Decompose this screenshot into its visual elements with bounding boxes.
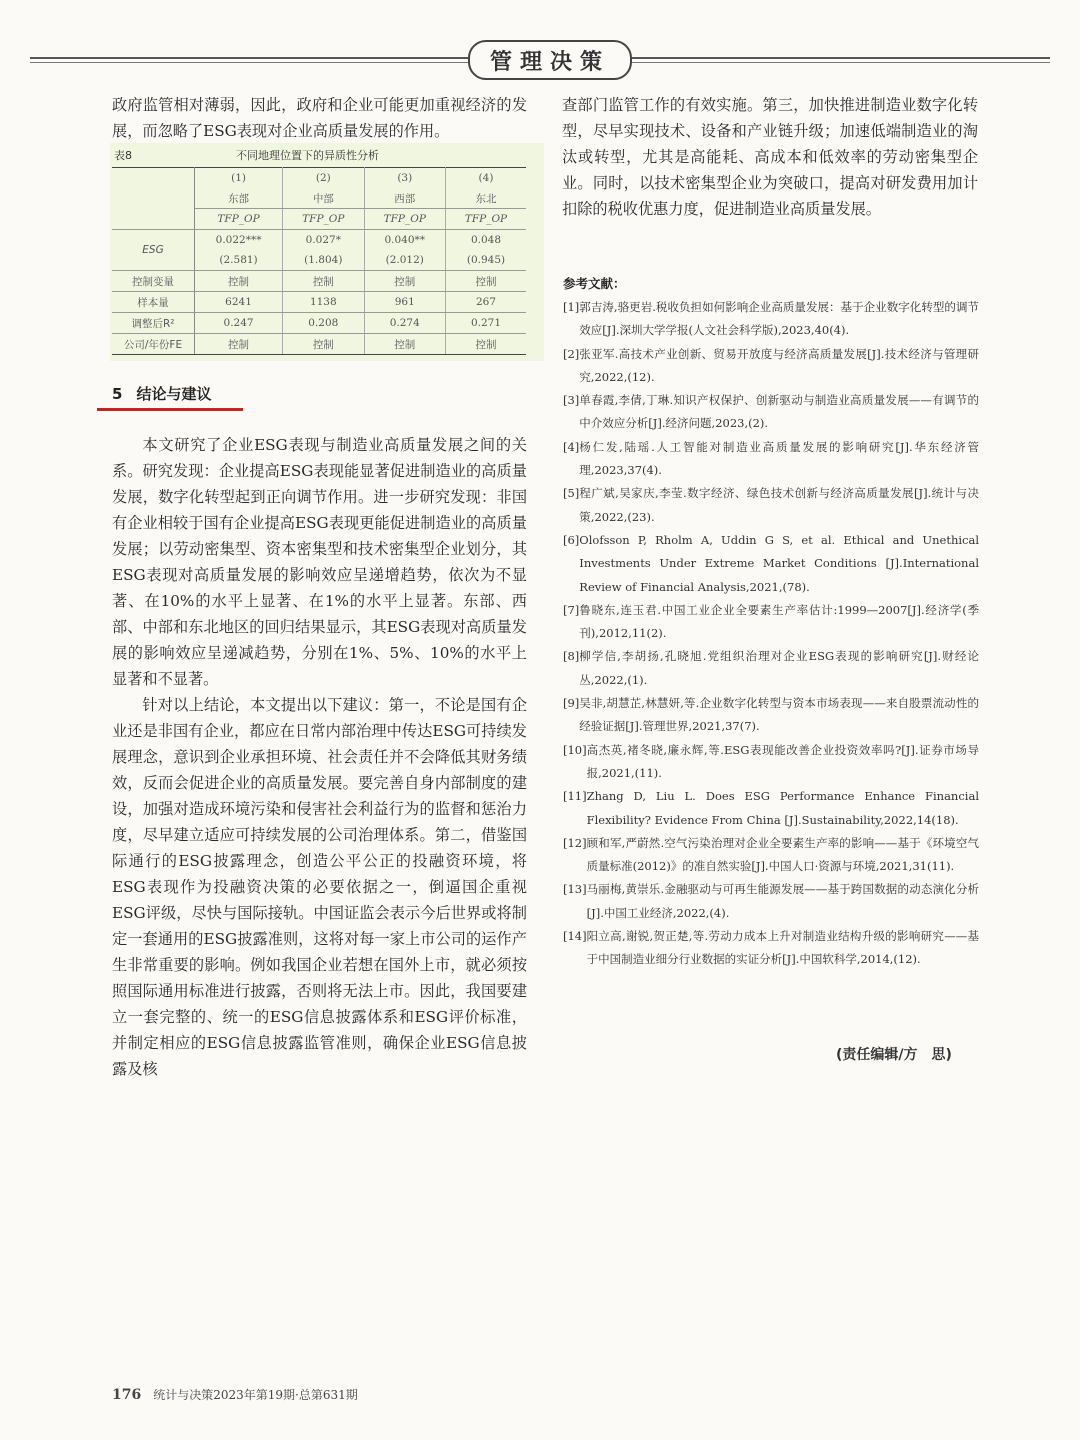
reference-text: 郭吉涛,骆更岩.税收负担如何影响企业高质量发展：基于企业数字化转型的调节效应[J].深圳大学学报(人文社会科学版),2023,40(4). — [579, 300, 979, 338]
cell-coef: 0.027* — [283, 230, 364, 251]
reference-item — [563, 482, 979, 529]
reference-item — [563, 739, 979, 786]
cell-r2: 0.274 — [364, 313, 445, 334]
reference-text: 鲁晓东,连玉君.中国工业企业全要素生产率估计:1999—2007[J].经济学(季刊),2012,11(2). — [579, 602, 979, 641]
right-intro-block — [562, 92, 978, 222]
cell-fe: 控制 — [195, 334, 283, 355]
reference-item — [563, 692, 979, 739]
table-label: 表8 — [114, 149, 132, 162]
col-region: 东北 — [445, 188, 526, 209]
reference-item — [563, 832, 979, 879]
reference-number: [11] — [563, 789, 587, 804]
cell-n: 267 — [445, 292, 526, 313]
header-rule-right — [628, 57, 1050, 59]
section-title: 结论与建议 — [136, 385, 212, 403]
cell-tstat: (1.804) — [283, 250, 364, 271]
cell-r2: 0.247 — [195, 313, 283, 334]
section-number: 5 — [112, 385, 123, 403]
reference-item — [563, 296, 979, 343]
cell-coef: 0.022*** — [195, 230, 283, 251]
col-num: (2) — [283, 168, 364, 189]
col-num: (3) — [364, 168, 445, 189]
header-rule-left-thin — [30, 62, 468, 63]
section-heading — [112, 383, 211, 404]
reference-number: [2] — [563, 346, 580, 361]
reference-text: 阳立高,谢锐,贺正楚,等.劳动力成本上升对制造业结构升级的影响研究——基于中国制造业细分行业数据的实证分析[J].中国软科学,2014,(12). — [586, 929, 979, 967]
cell-r2: 0.271 — [445, 313, 526, 334]
reference-number: [1] — [563, 300, 580, 314]
reference-number: [8] — [563, 649, 580, 664]
cell-fe: 控制 — [445, 334, 526, 355]
journal-info: 统计与决策2023年第19期·总第631期 — [153, 1388, 358, 1402]
cell-n: 961 — [364, 292, 445, 313]
reference-number: [3] — [563, 393, 580, 408]
section-badge: 管理决策 — [468, 40, 632, 80]
reference-text: 顾和军,严蔚然.空气污染治理对企业全要素生产率的影响——基于《环境空气质量标准(2012)》的准自然实验[J].中国人口·资源与环境,2021,31(11). — [586, 835, 979, 874]
conclusion-paragraph-2: 针对以上结论，本文提出以下建议：第一，不论是国有企业还是非国有企业，都应在日常内部治理中传达ESG可持续发展理念，意识到企业承担环境、社会责任并不会降低其财务绩效，反而会促进企业的高质量发展。要完善自身内部制度的建设，加强对造成环境污染和侵害社会利益行为的监督和惩治力度，尽早建立适应可持续发展的公司治理体系。第二，借鉴国际通行的ESG披露理念，创造公平公正的投融资环境，将ESG表现作为投融资决策的必要依据之一，倒逼国企重视ESG评级，尽快与国际接轨。中国证监会表示今后世界或将制定一套通用的ESG披露准则，这将对每一家上市公司的运作产生非常重要的影响。例如我国企业若想在国外上市，就必须按照国际通用标准进行披露，否则将无法上市。因此，我国要建立一套完整的、统一的ESG信息披露体系和ESG评价标准，并制定相应的ESG信息披露监管准则，确保企业ESG信息披露及核 — [112, 696, 527, 1078]
cell-n: 6241 — [195, 292, 283, 313]
row-label-r2: 调整后R² — [112, 313, 195, 334]
left-intro-block — [112, 92, 527, 144]
header-rule-left — [30, 57, 468, 59]
table-stub — [112, 168, 195, 209]
conclusion-body — [112, 432, 527, 1082]
cell-tstat: (0.945) — [445, 250, 526, 271]
references-list — [563, 296, 979, 972]
reference-number: [4] — [563, 439, 580, 454]
cell-control: 控制 — [445, 271, 526, 292]
reference-item — [563, 925, 979, 972]
col-region: 东部 — [195, 188, 283, 209]
row-label-control: 控制变量 — [112, 271, 195, 292]
col-dep: TFP_OP — [364, 209, 445, 230]
responsible-editor: (责任编辑/方 思) — [836, 1047, 952, 1063]
cell-fe: 控制 — [364, 334, 445, 355]
col-region: 中部 — [283, 188, 364, 209]
reference-number: [13] — [563, 882, 587, 897]
reference-number: [10] — [563, 742, 587, 757]
section-underline — [97, 408, 243, 411]
reference-number: [5] — [563, 486, 580, 501]
col-dep: TFP_OP — [445, 209, 526, 230]
row-label-esg: ESG — [112, 230, 195, 271]
cell-control: 控制 — [283, 271, 364, 292]
reference-text: 吴非,胡慧芷,林慧妍,等.企业数字化转型与资本市场表现——来自股票流动性的经验证据[J].管理世界,2021,37(7). — [579, 696, 979, 734]
cell-r2: 0.208 — [283, 313, 364, 334]
reference-number: [9] — [563, 696, 580, 711]
table-title: 不同地理位置下的异质性分析 — [236, 149, 379, 162]
row-label-n: 样本量 — [112, 292, 195, 313]
cell-coef: 0.040** — [364, 230, 445, 251]
cell-tstat: (2.581) — [195, 250, 283, 271]
cell-coef: 0.048 — [470, 234, 502, 246]
references-title: 参考文献： — [563, 276, 626, 291]
reference-item — [563, 599, 979, 646]
cell-n: 1138 — [283, 292, 364, 313]
left-intro-text: 政府监管相对薄弱，因此，政府和企业可能更加重视经济的发展，而忽略了ESG表现对企业高质量发展的作用。 — [112, 96, 527, 140]
reference-number: [12] — [563, 835, 587, 850]
reference-text: 柳学信,李胡扬,孔晓旭.党组织治理对企业ESG表现的影响研究[J].财经论丛,2022,(1). — [579, 649, 979, 687]
reference-number: [7] — [563, 602, 580, 617]
page-footer — [112, 1386, 358, 1403]
reference-number: [6] — [563, 532, 580, 547]
reference-item — [563, 785, 979, 832]
reference-number: [14] — [563, 929, 587, 944]
cell-control: 控制 — [364, 271, 445, 292]
dep-stub — [112, 209, 195, 230]
col-num: (1) — [195, 168, 283, 189]
reference-item — [563, 343, 979, 390]
page-number: 176 — [112, 1387, 142, 1403]
reference-text: Zhang D, Liu L. Does ESG Performance Enhance Financial Flexibility? Evidence From China [J].Sustainability,2022,14(18). — [586, 789, 979, 827]
reference-text: 程广斌,吴家庆,李莹.数字经济、绿色技术创新与经济高质量发展[J].统计与决策,2022,(23). — [579, 486, 979, 524]
reference-item — [563, 389, 979, 436]
reference-text: 高杰英,褚冬晓,廉永辉,等.ESG表现能改善企业投资效率吗?[J].证券市场导报,2021,(11). — [586, 742, 979, 780]
cell-control: 控制 — [195, 271, 283, 292]
reference-item — [563, 529, 979, 599]
col-dep: TFP_OP — [283, 209, 364, 230]
header-rule-right-thin — [628, 62, 1050, 63]
reference-item — [563, 436, 979, 483]
reference-text: 单春霞,李倩,丁琳.知识产权保护、创新驱动与制造业高质量发展——有调节的中介效应分析[J].经济问题,2023,(2). — [579, 393, 979, 431]
cell-tstat: (2.012) — [364, 250, 445, 271]
reference-text: 马丽梅,黄崇乐.金融驱动与可再生能源发展——基于跨国数据的动态演化分析[J].中国工业经济,2022,(4). — [586, 882, 979, 920]
cell-fe: 控制 — [283, 334, 364, 355]
col-region: 西部 — [364, 188, 445, 209]
reference-text: 杨仁发,陆瑶.人工智能对制造业高质量发展的影响研究[J].华东经济管理,2023,37(4). — [579, 439, 979, 478]
reference-item — [563, 645, 979, 692]
row-label-fe: 公司/年份FE — [112, 334, 195, 355]
table-8 — [110, 143, 544, 361]
reference-item — [563, 878, 979, 925]
table-caption — [110, 143, 544, 167]
results-table — [112, 167, 526, 355]
right-intro-text: 查部门监管工作的有效实施。第三，加快推进制造业数字化转型，尽早实现技术、设备和产业链升级；加速低端制造业的淘汰或转型，尤其是高能耗、高成本和低效率的劳动密集型企业。同时，以技术密集型企业为突破口，提高对研发费用加计扣除的税收优惠力度，促进制造业高质量发展。 — [562, 96, 978, 218]
reference-text: Olofsson P, Rholm A, Uddin G S, et al. Ethical and Unethical Investments Under Extreme Market Conditions [J].International Review of Financial Analysis,2021,(78). — [579, 532, 979, 594]
reference-text: 张亚军.高技术产业创新、贸易开放度与经济高质量发展[J].技术经济与管理研究,2022,(12). — [579, 346, 979, 384]
conclusion-paragraph-1: 本文研究了企业ESG表现与制造业高质量发展之间的关系。研究发现：企业提高ESG表现能显著促进制造业的高质量发展，数字化转型起到正向调节作用。进一步研究发现：非国有企业相较于国有企业提高ESG表现更能促进制造业的高质量发展；以劳动密集型、资本密集型和技术密集型企业划分，其ESG表现对高质量发展的影响效应呈递增趋势，依次为不显著、在10%的水平上显著、在1%的水平上显著。东部、西部、中部和东北地区的回归结果显示，其ESG表现对高质量发展的影响效应呈递减趋势，分别在1%、5%、10%的水平上显著和不显著。 — [112, 436, 527, 688]
col-num: (4) — [445, 168, 526, 189]
col-dep: TFP_OP — [195, 209, 283, 230]
